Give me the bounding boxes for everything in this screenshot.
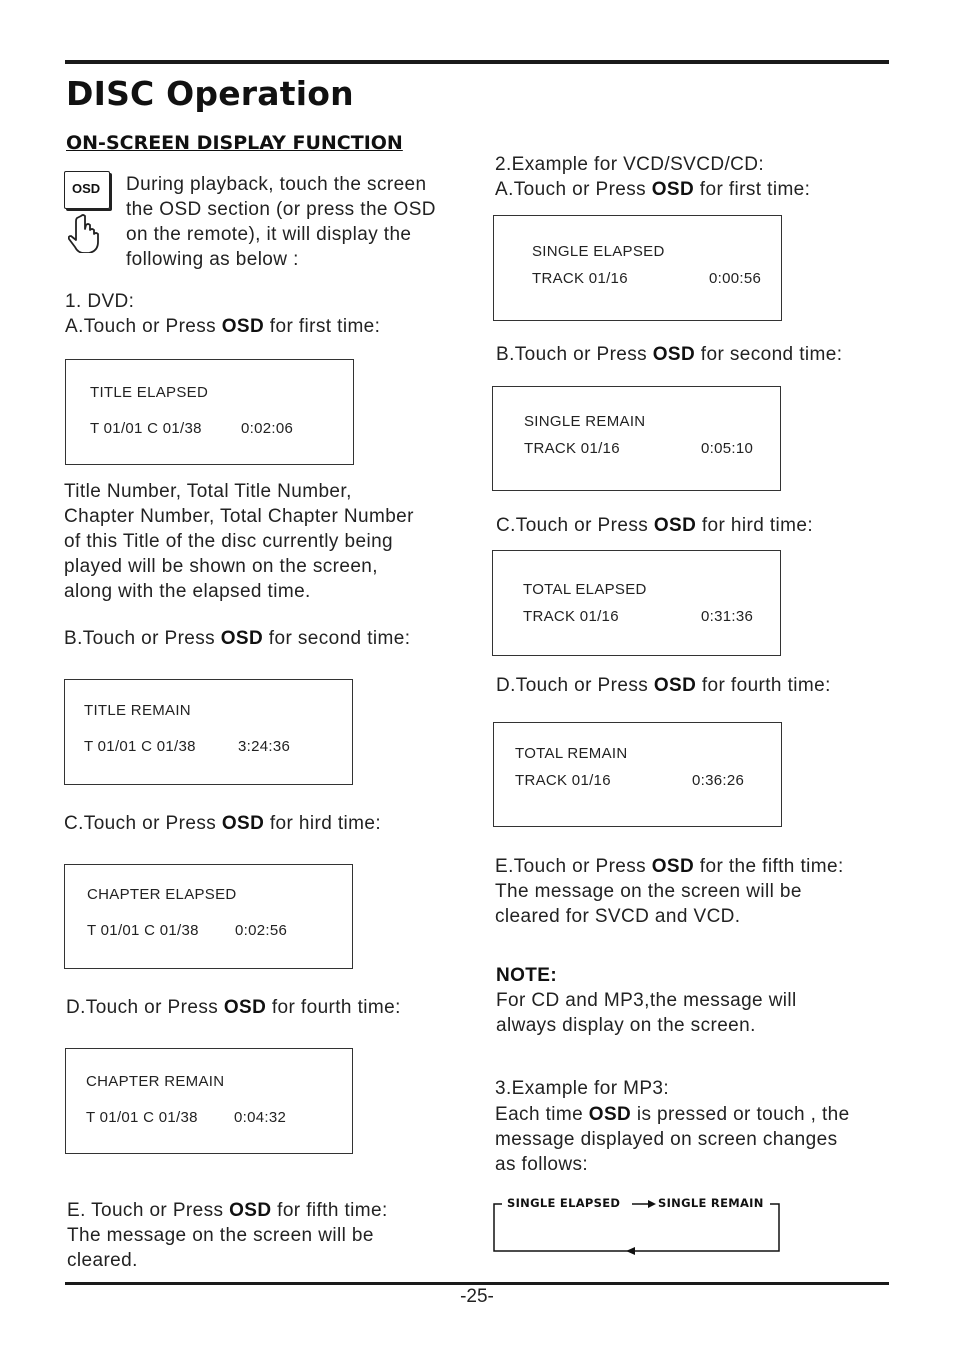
vcd-heading: 2.Example for VCD/SVCD/CD: bbox=[495, 154, 765, 175]
display-mode: TOTAL REMAIN bbox=[515, 745, 628, 762]
flow-from-label: SINGLE ELAPSED bbox=[507, 1196, 621, 1210]
intro-line: During playback, touch the screen bbox=[126, 174, 427, 195]
mp3-line: message displayed on screen changes bbox=[495, 1129, 838, 1150]
display-mode: TOTAL ELAPSED bbox=[523, 581, 647, 598]
note-line: always display on the screen. bbox=[496, 1015, 756, 1036]
vcd-step-a: A.Touch or Press OSD for first time: bbox=[495, 179, 811, 200]
display-time: 0:05:10 bbox=[701, 440, 754, 457]
vcd-step-c: C.Touch or Press OSD for hird time: bbox=[496, 515, 814, 536]
display-mode: CHAPTER ELAPSED bbox=[87, 886, 237, 903]
osd-display-box bbox=[493, 722, 782, 827]
dvd-desc-line: Title Number, Total Title Number, bbox=[64, 481, 352, 502]
display-time: 0:36:26 bbox=[692, 772, 745, 789]
display-mode: CHAPTER REMAIN bbox=[86, 1073, 225, 1090]
display-mode: SINGLE ELAPSED bbox=[532, 243, 665, 260]
display-time: 0:00:56 bbox=[709, 270, 762, 287]
dvd-desc-line: Chapter Number, Total Chapter Number bbox=[64, 506, 414, 527]
vcd-step-b: B.Touch or Press OSD for second time: bbox=[496, 344, 843, 365]
dvd-step-c: C.Touch or Press OSD for hird time: bbox=[64, 813, 382, 834]
intro-line: following as below : bbox=[126, 249, 299, 270]
display-time: 0:31:36 bbox=[701, 608, 754, 625]
display-mode: TITLE REMAIN bbox=[84, 702, 191, 719]
arrow-left-icon bbox=[626, 1247, 635, 1255]
osd-display-box bbox=[64, 864, 353, 969]
osd-display-box bbox=[492, 550, 781, 656]
dvd-heading: 1. DVD: bbox=[65, 291, 135, 312]
flow-to-label: SINGLE REMAIN bbox=[658, 1196, 764, 1210]
display-time: 3:24:36 bbox=[238, 738, 291, 755]
top-rule bbox=[65, 60, 889, 64]
display-mode: SINGLE REMAIN bbox=[524, 413, 646, 430]
vcd-e-line: The message on the screen will be bbox=[495, 881, 802, 902]
osd-display-box bbox=[492, 386, 781, 491]
dvd-step-e: E. Touch or Press OSD for fifth time: bbox=[67, 1200, 388, 1221]
dvd-e-line: cleared. bbox=[67, 1250, 138, 1271]
osd-display-box bbox=[493, 215, 782, 321]
vcd-step-d: D.Touch or Press OSD for fourth time: bbox=[496, 675, 831, 696]
osd-button-icon bbox=[64, 171, 110, 209]
mp3-heading: 3.Example for MP3: bbox=[495, 1078, 670, 1099]
intro-line: the OSD section (or press the OSD bbox=[126, 199, 436, 220]
display-track: TRACK 01/16 bbox=[523, 608, 619, 625]
dvd-step-d: D.Touch or Press OSD for fourth time: bbox=[66, 997, 401, 1018]
dvd-step-b: B.Touch or Press OSD for second time: bbox=[64, 628, 411, 649]
note-line: For CD and MP3,the message will bbox=[496, 990, 797, 1011]
mp3-line: as follows: bbox=[495, 1154, 589, 1175]
dvd-desc-line: of this Title of the disc currently being bbox=[64, 531, 393, 552]
display-track: T 01/01 C 01/38 bbox=[86, 1109, 198, 1126]
section-heading: ON-SCREEN DISPLAY FUNCTION bbox=[66, 132, 403, 154]
osd-display-box bbox=[65, 1048, 353, 1154]
page-title: DISC Operation bbox=[66, 74, 354, 113]
bottom-rule bbox=[65, 1282, 889, 1285]
intro-line: on the remote), it will display the bbox=[126, 224, 412, 245]
display-mode: TITLE ELAPSED bbox=[90, 384, 209, 401]
osd-display-box bbox=[64, 679, 353, 785]
display-track: T 01/01 C 01/38 bbox=[90, 420, 202, 437]
display-time: 0:04:32 bbox=[234, 1109, 287, 1126]
display-track: TRACK 01/16 bbox=[524, 440, 620, 457]
mp3-line: Each time OSD is pressed or touch , the bbox=[495, 1104, 850, 1125]
arrow-right-icon bbox=[648, 1200, 656, 1208]
display-time: 0:02:56 bbox=[235, 922, 288, 939]
osd-display-box bbox=[65, 359, 354, 465]
dvd-e-line: The message on the screen will be bbox=[67, 1225, 374, 1246]
display-track: T 01/01 C 01/38 bbox=[84, 738, 196, 755]
dvd-desc-line: along with the elapsed time. bbox=[64, 581, 311, 602]
osd-icon-label: OSD bbox=[72, 181, 101, 196]
vcd-step-e: E.Touch or Press OSD for the fifth time: bbox=[495, 856, 844, 877]
note-heading: NOTE: bbox=[496, 965, 558, 986]
pointing-hand-icon bbox=[68, 213, 102, 253]
dvd-desc-line: played will be shown on the screen, bbox=[64, 556, 378, 577]
display-track: TRACK 01/16 bbox=[532, 270, 628, 287]
vcd-e-line: cleared for SVCD and VCD. bbox=[495, 906, 741, 927]
display-track: T 01/01 C 01/38 bbox=[87, 922, 199, 939]
display-track: TRACK 01/16 bbox=[515, 772, 611, 789]
page-number: -25- bbox=[460, 1286, 494, 1307]
display-time: 0:02:06 bbox=[241, 420, 294, 437]
dvd-step-a: A.Touch or Press OSD for first time: bbox=[65, 316, 381, 337]
